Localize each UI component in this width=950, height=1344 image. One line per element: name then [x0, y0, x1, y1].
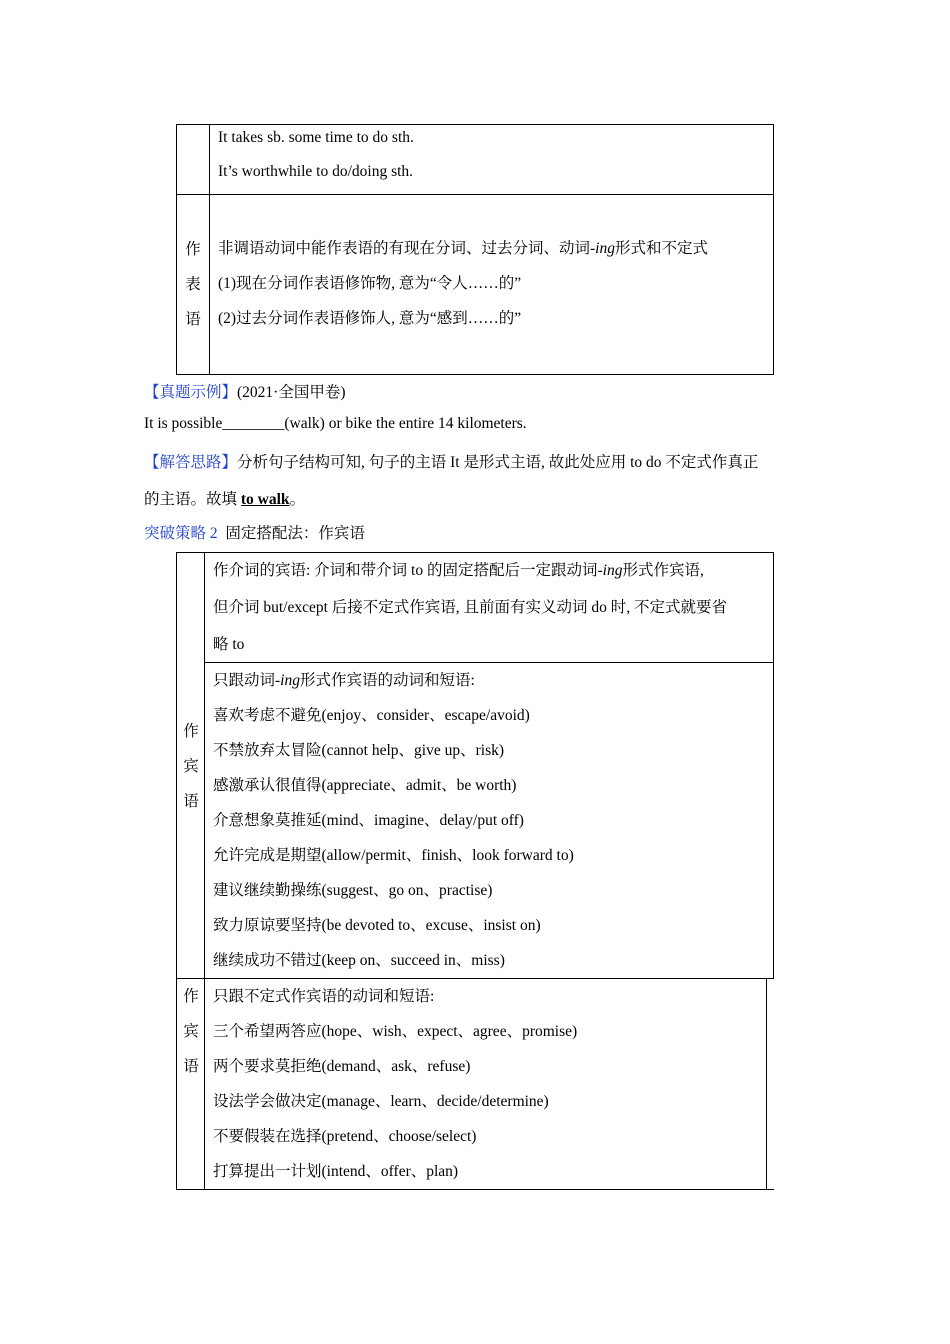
row-label-char: 语	[183, 1058, 199, 1075]
list-heading: 只跟动词-ing形式作宾语的动词和短语:	[213, 672, 475, 689]
list-item: 感激承认很值得(appreciate、admit、be worth)	[213, 777, 517, 794]
table-cell-text: It’s worthwhile to do/doing sth.	[218, 163, 414, 180]
list-item: 致力原谅要坚持(be devoted to、excuse、insist on)	[213, 917, 541, 934]
example-tag: 【真题示例】	[144, 384, 238, 401]
row-label-char: 语	[183, 793, 199, 810]
list-item: 不禁放弃太冒险(cannot help、give up、risk)	[213, 742, 505, 759]
row-label-char: 语	[185, 311, 201, 328]
table-cell-text: 作介词的宾语: 介词和带介词 to 的固定搭配后一定跟动词-ing形式作宾语,	[213, 562, 704, 579]
table-cell-text: (1)现在分词作表语修饰物, 意为“令人……的”	[218, 275, 522, 292]
list-item: 三个希望两答应(hope、wish、expect、agree、promise)	[213, 1023, 578, 1040]
list-item: 喜欢考虑不避免(enjoy、consider、escape/avoid)	[213, 707, 530, 724]
list-item: 建议继续勤操练(suggest、go on、practise)	[213, 882, 493, 899]
analysis-line-1: 【解答思路】分析句子结构可知, 句子的主语 It 是形式主语, 故此处应用 to do 不定式作真正	[144, 454, 759, 471]
table-cell-text: 但介词 but/except 后接不定式作宾语, 且前面有实义动词 do 时, 不定式就要省	[213, 599, 728, 616]
row-label-char: 作	[183, 723, 199, 740]
table-cell-text: (2)过去分词作表语修饰人, 意为“感到……的”	[218, 310, 522, 327]
table-cell-text: 略 to	[213, 636, 245, 653]
strategy-title: 突破策略 2 固定搭配法：作宾语	[144, 525, 365, 542]
row-label-char: 表	[185, 276, 201, 293]
list-item: 继续成功不错过(keep on、succeed in、miss)	[213, 952, 505, 969]
list-item: 不要假装在选择(pretend、choose/select)	[213, 1128, 477, 1145]
row-label-char: 作	[183, 988, 199, 1005]
list-item: 介意想象莫推延(mind、imagine、delay/put off)	[213, 812, 524, 829]
analysis-line-2: 的主语。故填 to walk。	[144, 491, 306, 508]
analysis-tag: 【解答思路】	[144, 454, 238, 471]
row-label-char: 宾	[183, 1023, 199, 1040]
table-cell-text: 非调语动词中能作表语的有现在分词、过去分词、动词-ing形式和不定式	[218, 240, 708, 257]
table-cell-text: It takes sb. some time to do sth.	[218, 129, 414, 146]
row-label-char: 作	[185, 241, 201, 258]
example-question: It is possible________(walk) or bike the entire 14 kilometers.	[144, 415, 527, 432]
example-source: (2021·全国甲卷)	[237, 384, 346, 401]
list-item: 设法学会做决定(manage、learn、decide/determine)	[213, 1093, 549, 1110]
list-heading: 只跟不定式作宾语的动词和短语:	[213, 988, 435, 1005]
example-heading	[144, 380, 346, 402]
answer-text: to walk	[240, 491, 290, 508]
list-item: 两个要求莫拒绝(demand、ask、refuse)	[213, 1058, 471, 1075]
list-item: 打算提出一计划(intend、offer、plan)	[213, 1163, 459, 1180]
row-label-char: 宾	[183, 758, 199, 775]
list-item: 允许完成是期望(allow/permit、finish、look forward to)	[213, 847, 574, 864]
